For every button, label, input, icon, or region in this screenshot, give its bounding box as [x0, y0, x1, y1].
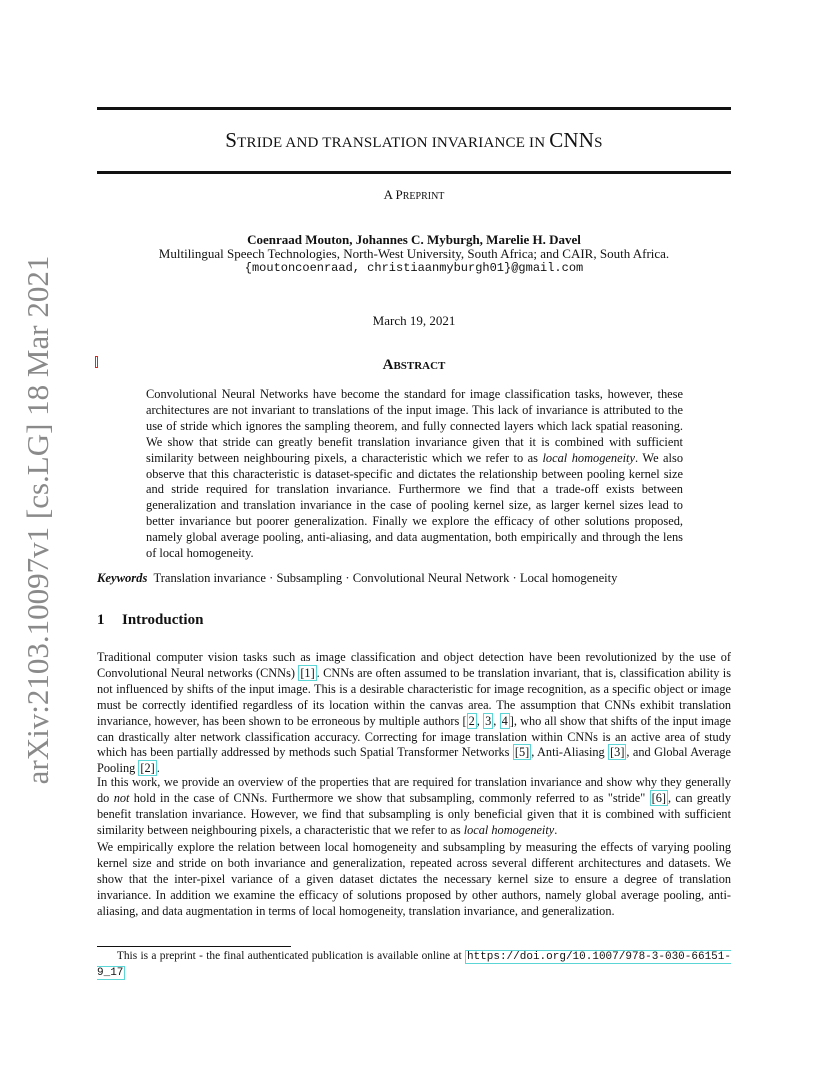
citation-link[interactable]: 2	[468, 713, 475, 728]
citation-link[interactable]: [2]	[140, 761, 155, 776]
title-rule-bottom	[97, 171, 731, 174]
paragraph-text: , Anti-Aliasing	[531, 745, 609, 760]
title-rule-top	[97, 107, 731, 110]
intro-paragraph-2	[97, 775, 731, 839]
citation-link[interactable]: [3]	[610, 745, 625, 760]
abstract-text	[146, 387, 683, 562]
abstract-heading-initial: A	[382, 357, 394, 373]
arxiv-stamp-text: arXiv:2103.10097v1 [cs.LG] 18 Mar 2021	[20, 255, 55, 785]
author-email[interactable]: {moutoncoenraad, christiaanmyburgh01}@gmail.com	[244, 261, 584, 275]
paragraph-text: Traditional computer vision tasks such as image classification and object detection have been revolutionized by the use of Convolutional Neural networks (CNNs)	[97, 650, 731, 680]
citation-link[interactable]: [6]	[651, 790, 666, 805]
title-cnn-suffix: S	[594, 135, 603, 151]
footnote-rule	[97, 946, 291, 947]
paragraph-text: .	[554, 822, 558, 837]
keywords-list: Translation invariance · Subsampling · Convolutional Neural Network · Local homogeneity	[153, 571, 618, 585]
paragraph-text: .	[156, 761, 160, 776]
keywords	[97, 571, 731, 586]
preprint-smallcaps: REPRINT	[402, 191, 445, 202]
abstract-text-part: Convolutional Neural Networks have become the standard for image classification tasks, however, these architectures are not invariant to translations of the input image. This lack of invariance is attributed to the use of stride which ignores the sampling theorem, and fully connected layers which lack spatial reasoning. We show that stride can greatly benefit translation invariance given that it is combined with sufficient similarity between neighbouring pixels, a characteristic which we refer to as	[146, 387, 683, 465]
paragraph-text: , and Global Average Pooling	[97, 745, 731, 776]
paragraph-text: ,	[476, 713, 484, 728]
citation-link[interactable]: 4	[501, 713, 508, 728]
preprint-cap: A P	[383, 187, 403, 202]
abstract-italic-term: local homogeneity	[542, 450, 636, 465]
paragraph-text: , can greatly benefit translation invariance. However, we find that subsampling is only beneficial given that it is combined with sufficient similarity between neighbouring pixels, a characteristic that we refer to as	[97, 790, 732, 837]
doi-link[interactable]: https://doi.org/10.1007/978-3-030-66151-9_17	[97, 951, 731, 979]
footnote-text: This is a preprint - the final authenticated publication is available online at	[116, 950, 465, 962]
italic-emphasis: not	[113, 790, 130, 805]
author-list: Coenraad Mouton, Johannes C. Myburgh, Marelie H. Davel	[247, 232, 581, 247]
paragraph-text: hold in the case of CNNs. Furthermore we show that subsampling, commonly referred to as "stride"	[129, 790, 650, 805]
paragraph-text: In this work, we provide an overview of the properties that are required for translation invariance and show why they generally do	[97, 775, 731, 805]
intro-paragraph-3: We empirically explore the relation between local homogeneity and subsampling by measuring the effects of varying pooling kernel size and stride on both invariance and generalization, repeated across several different architectures and datasets. We show that the inter-pixel variance of a given dataset dictates the necessary kernel size to ensure a degree of translation invariance. In addition we examine the efficacy of solutions proposed by other authors, namely global average pooling, anti-aliasing, and data augmentation in terms of local homogeneity, translation invariance, and generalization.	[97, 840, 731, 918]
italic-emphasis: local homogeneity	[463, 822, 555, 837]
section-title: Introduction	[122, 612, 204, 628]
abstract-heading	[97, 357, 731, 374]
abstract-text-part: . We also observe that this characteristic is dataset-specific and dictates the relationship between pooling kernel size and stride required for translation invariance. Furthermore we find that a trade-off exists between generalization and translation invariance in the case of pooling kernel size, as larger kernel sizes lead to better invariance but poorer generalization. Finally we explore the efficacy of other solutions proposed, namely global average pooling, anti-aliasing, and data augmentation, both empirically and through the lens of local homogeneity.	[146, 450, 684, 561]
paper-title	[97, 128, 731, 153]
keywords-label: Keywords	[97, 571, 148, 585]
intro-paragraph-1	[97, 650, 731, 777]
paragraph-text: ], who all show that shifts of the input image can drastically alter network classification accuracy. Correcting for image translation within CNNs is an active area of study which has been partially addressed by methods such Spatial Transformer Networks	[97, 713, 732, 760]
title-cnn: CNN	[549, 128, 595, 152]
publication-date: March 19, 2021	[372, 313, 456, 328]
section-heading-introduction	[97, 612, 731, 629]
title-initial: S	[225, 128, 238, 152]
paragraph-text: . CNNs are often assumed to be translation invariant, that is, classification ability is not influenced by shifts of the input image. This is a desirable characteristic for image recognition, as a specific object or image must be correctly identified regardless of its location within the canvas area. The assumption that CNNs exhibit translation invariance, however, has been shown to be erroneous by multiple authors [	[97, 665, 731, 728]
title-smallcaps: TRIDE AND TRANSLATION INVARIANCE IN	[237, 135, 550, 151]
affiliation: Multilingual Speech Technologies, North-West University, South Africa; and CAIR, South Africa.	[158, 246, 670, 261]
paragraph-text: ,	[493, 713, 500, 728]
citation-link[interactable]: [1]	[300, 665, 315, 680]
section-number: 1	[97, 612, 105, 628]
citation-link[interactable]: [5]	[514, 745, 530, 760]
footnote	[97, 949, 731, 981]
preprint-label	[97, 187, 731, 203]
abstract-heading-smallcaps: BSTRACT	[393, 360, 446, 372]
citation-link[interactable]: 3	[485, 713, 492, 728]
